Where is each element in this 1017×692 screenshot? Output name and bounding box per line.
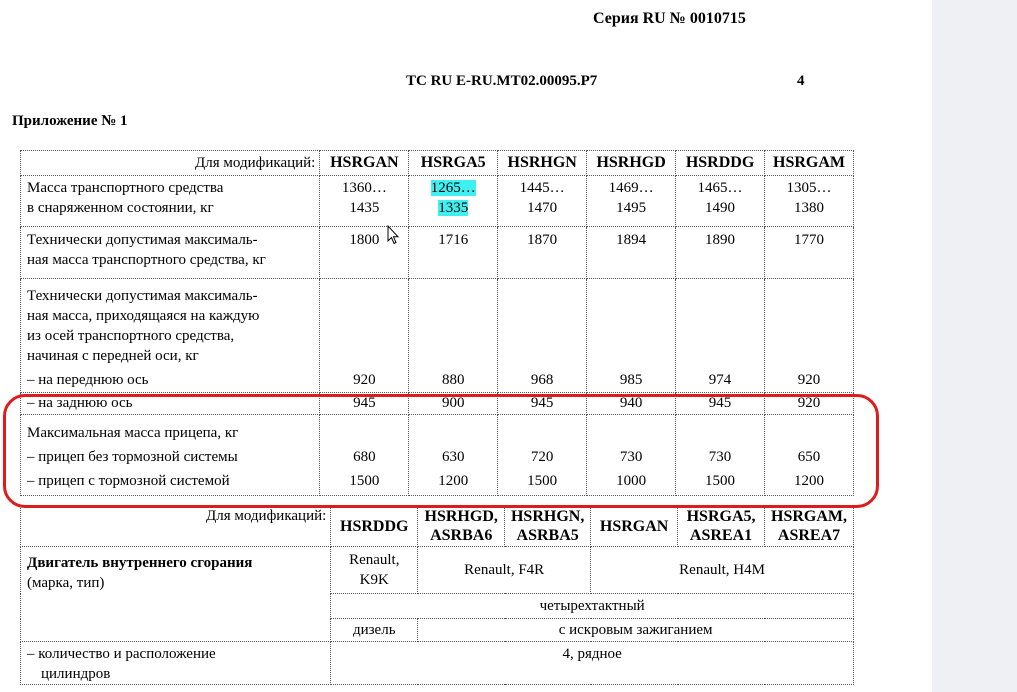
- table-cell: четырехтактный: [331, 594, 854, 619]
- row-label-line: ная масса, приходящаяся на каждую: [27, 308, 260, 324]
- table-cell: Renault, H4M: [591, 547, 854, 594]
- table-cell: 940: [587, 393, 676, 415]
- table-cell: [676, 176, 765, 227]
- row-label-line: ная масса транспортного средства, кг: [27, 252, 266, 268]
- document-side-gutter: [932, 0, 1017, 692]
- cell-value: 1490: [705, 200, 736, 216]
- table-cell: 1716: [409, 227, 498, 279]
- table-row: [21, 506, 854, 547]
- cell-value: 650: [797, 449, 821, 465]
- modification-header: [678, 506, 765, 547]
- cell-value: HSRGA5,: [686, 508, 756, 525]
- cell-value: 1500: [349, 473, 380, 489]
- series-number: Серия RU № 0010715: [593, 10, 746, 27]
- cell-value: ASREA7: [777, 527, 841, 544]
- cell-value: HSRGAN: [599, 517, 669, 535]
- row-label-line: – на переднюю ось: [27, 372, 149, 388]
- table-row: [21, 547, 854, 594]
- table-row: [21, 176, 854, 227]
- document-number: ТС RU E-RU.MT02.00095.P7: [406, 73, 598, 89]
- cell-value: HSRDDG: [340, 517, 409, 535]
- row-label-line: из осей транспортного средства,: [27, 328, 235, 344]
- table-cell: 1890: [676, 227, 765, 279]
- table-row: [21, 151, 854, 176]
- cell-value: 1360…: [341, 180, 387, 196]
- table-row: [21, 227, 854, 279]
- table-cell: Renault, F4R: [418, 547, 591, 594]
- table-cell: [409, 415, 498, 496]
- table-cell: [765, 415, 854, 496]
- cell-value: 1470: [527, 200, 558, 216]
- table-cell: [676, 415, 765, 496]
- modification-header: [331, 506, 418, 547]
- cell-value: ASREA1: [689, 527, 753, 544]
- modifications-label: Для модификаций:: [21, 506, 331, 547]
- row-label: – на заднюю ось: [21, 393, 320, 415]
- modification-header: [765, 506, 854, 547]
- cell-value: 1495: [616, 200, 647, 216]
- table-cell: 920: [765, 279, 854, 393]
- row-label: [21, 547, 331, 642]
- table-cell: [587, 415, 676, 496]
- cell-value: K9K: [359, 572, 389, 588]
- table-cell: 968: [498, 279, 587, 393]
- row-label: [21, 279, 320, 393]
- cell-value: Renault,: [349, 552, 400, 568]
- cell-value: 680: [353, 449, 376, 465]
- table-row: [21, 279, 854, 393]
- table-cell: 1800: [320, 227, 409, 279]
- row-label: [21, 227, 320, 279]
- row-label-line: (марка, тип): [27, 575, 105, 591]
- cell-value: 1380: [794, 200, 824, 216]
- table-cell: [765, 176, 854, 227]
- row-label-line: цилиндров: [41, 666, 111, 682]
- table-cell: 1894: [587, 227, 676, 279]
- table-cell: 1770: [765, 227, 854, 279]
- cell-value: 730: [708, 449, 732, 465]
- modification-header: HSRHGD: [587, 151, 676, 176]
- cell-value: 720: [530, 449, 554, 465]
- cell-value: 1469…: [608, 180, 654, 196]
- modifications-label: Для модификаций:: [21, 151, 320, 176]
- mass-table: [20, 150, 854, 496]
- modification-header: [505, 506, 591, 547]
- row-label-line: Двигатель внутреннего сгорания: [27, 555, 253, 571]
- row-label-line: Максимальная масса прицепа, кг: [27, 425, 239, 441]
- cell-value: 1445…: [519, 180, 565, 196]
- row-label-line: в снаряженном состоянии, кг: [27, 200, 214, 216]
- table-cell: 4, рядное: [331, 642, 854, 685]
- cell-value: 1465…: [697, 180, 743, 196]
- cell-value: ASRBA6: [430, 527, 493, 544]
- page-number: 4: [797, 73, 805, 89]
- cell-value: ASRBA5: [516, 527, 579, 544]
- cell-value: 1500: [705, 473, 736, 489]
- modification-header: HSRGAM: [765, 151, 854, 176]
- modification-header: [591, 506, 678, 547]
- row-label: [21, 642, 331, 685]
- cell-value: 630: [441, 449, 465, 465]
- table-cell: [331, 547, 418, 594]
- cell-value: 1200: [438, 473, 469, 489]
- table-cell: 945: [320, 393, 409, 415]
- cell-value: HSRGAM,: [771, 508, 847, 525]
- appendix-title: Приложение № 1: [12, 113, 128, 129]
- row-label: [21, 415, 320, 496]
- row-label-line: начиная с передней оси, кг: [27, 348, 199, 364]
- table-cell: 985: [587, 279, 676, 393]
- table-cell: 900: [409, 393, 498, 415]
- table-cell: дизель: [331, 619, 418, 642]
- row-label-line: Технически допустимая максималь-: [27, 232, 258, 248]
- table-row: [21, 415, 854, 496]
- cell-value: HSRHGD,: [424, 508, 498, 525]
- table-cell: 945: [676, 393, 765, 415]
- row-label-line: – прицеп без тормозной системы: [27, 449, 238, 465]
- table-row: [21, 393, 854, 415]
- table-cell: [320, 176, 409, 227]
- cell-value: 1500: [527, 473, 558, 489]
- row-label-line: Масса транспортного средства: [27, 180, 224, 196]
- cell-value: 1000: [616, 473, 647, 489]
- table-cell: [587, 176, 676, 227]
- row-label: [21, 176, 320, 227]
- cell-value: 1200: [794, 473, 824, 489]
- row-label-line: Технически допустимая максималь-: [27, 288, 258, 304]
- cell-value: 1435: [349, 200, 380, 216]
- table-cell: 1870: [498, 227, 587, 279]
- highlighted-value: 1335: [438, 200, 469, 216]
- highlighted-value: 1265…: [430, 180, 476, 196]
- table-cell: 920: [320, 279, 409, 393]
- cell-value: 730: [619, 449, 643, 465]
- engine-table: [20, 505, 854, 685]
- table-cell: [498, 415, 587, 496]
- modification-header: [418, 506, 505, 547]
- table-cell: 880: [409, 279, 498, 393]
- modification-header: HSRGA5: [409, 151, 498, 176]
- mouse-cursor-icon: [387, 225, 399, 245]
- row-label-line: – количество и расположение: [27, 646, 216, 662]
- table-row: [21, 642, 854, 685]
- table-cell: [498, 176, 587, 227]
- modification-header: HSRHGN: [498, 151, 587, 176]
- modification-header: HSRGAN: [320, 151, 409, 176]
- modification-header: HSRDDG: [676, 151, 765, 176]
- cell-value: 1305…: [786, 180, 832, 196]
- cell-value: HSRHGN,: [510, 508, 585, 525]
- table-cell: 974: [676, 279, 765, 393]
- table-cell: с искровым зажиганием: [418, 619, 854, 642]
- table-cell: 945: [498, 393, 587, 415]
- table-cell: 920: [765, 393, 854, 415]
- table-cell: [409, 176, 498, 227]
- row-label-line: – прицеп с тормозной системой: [27, 473, 230, 489]
- table-cell: [320, 415, 409, 496]
